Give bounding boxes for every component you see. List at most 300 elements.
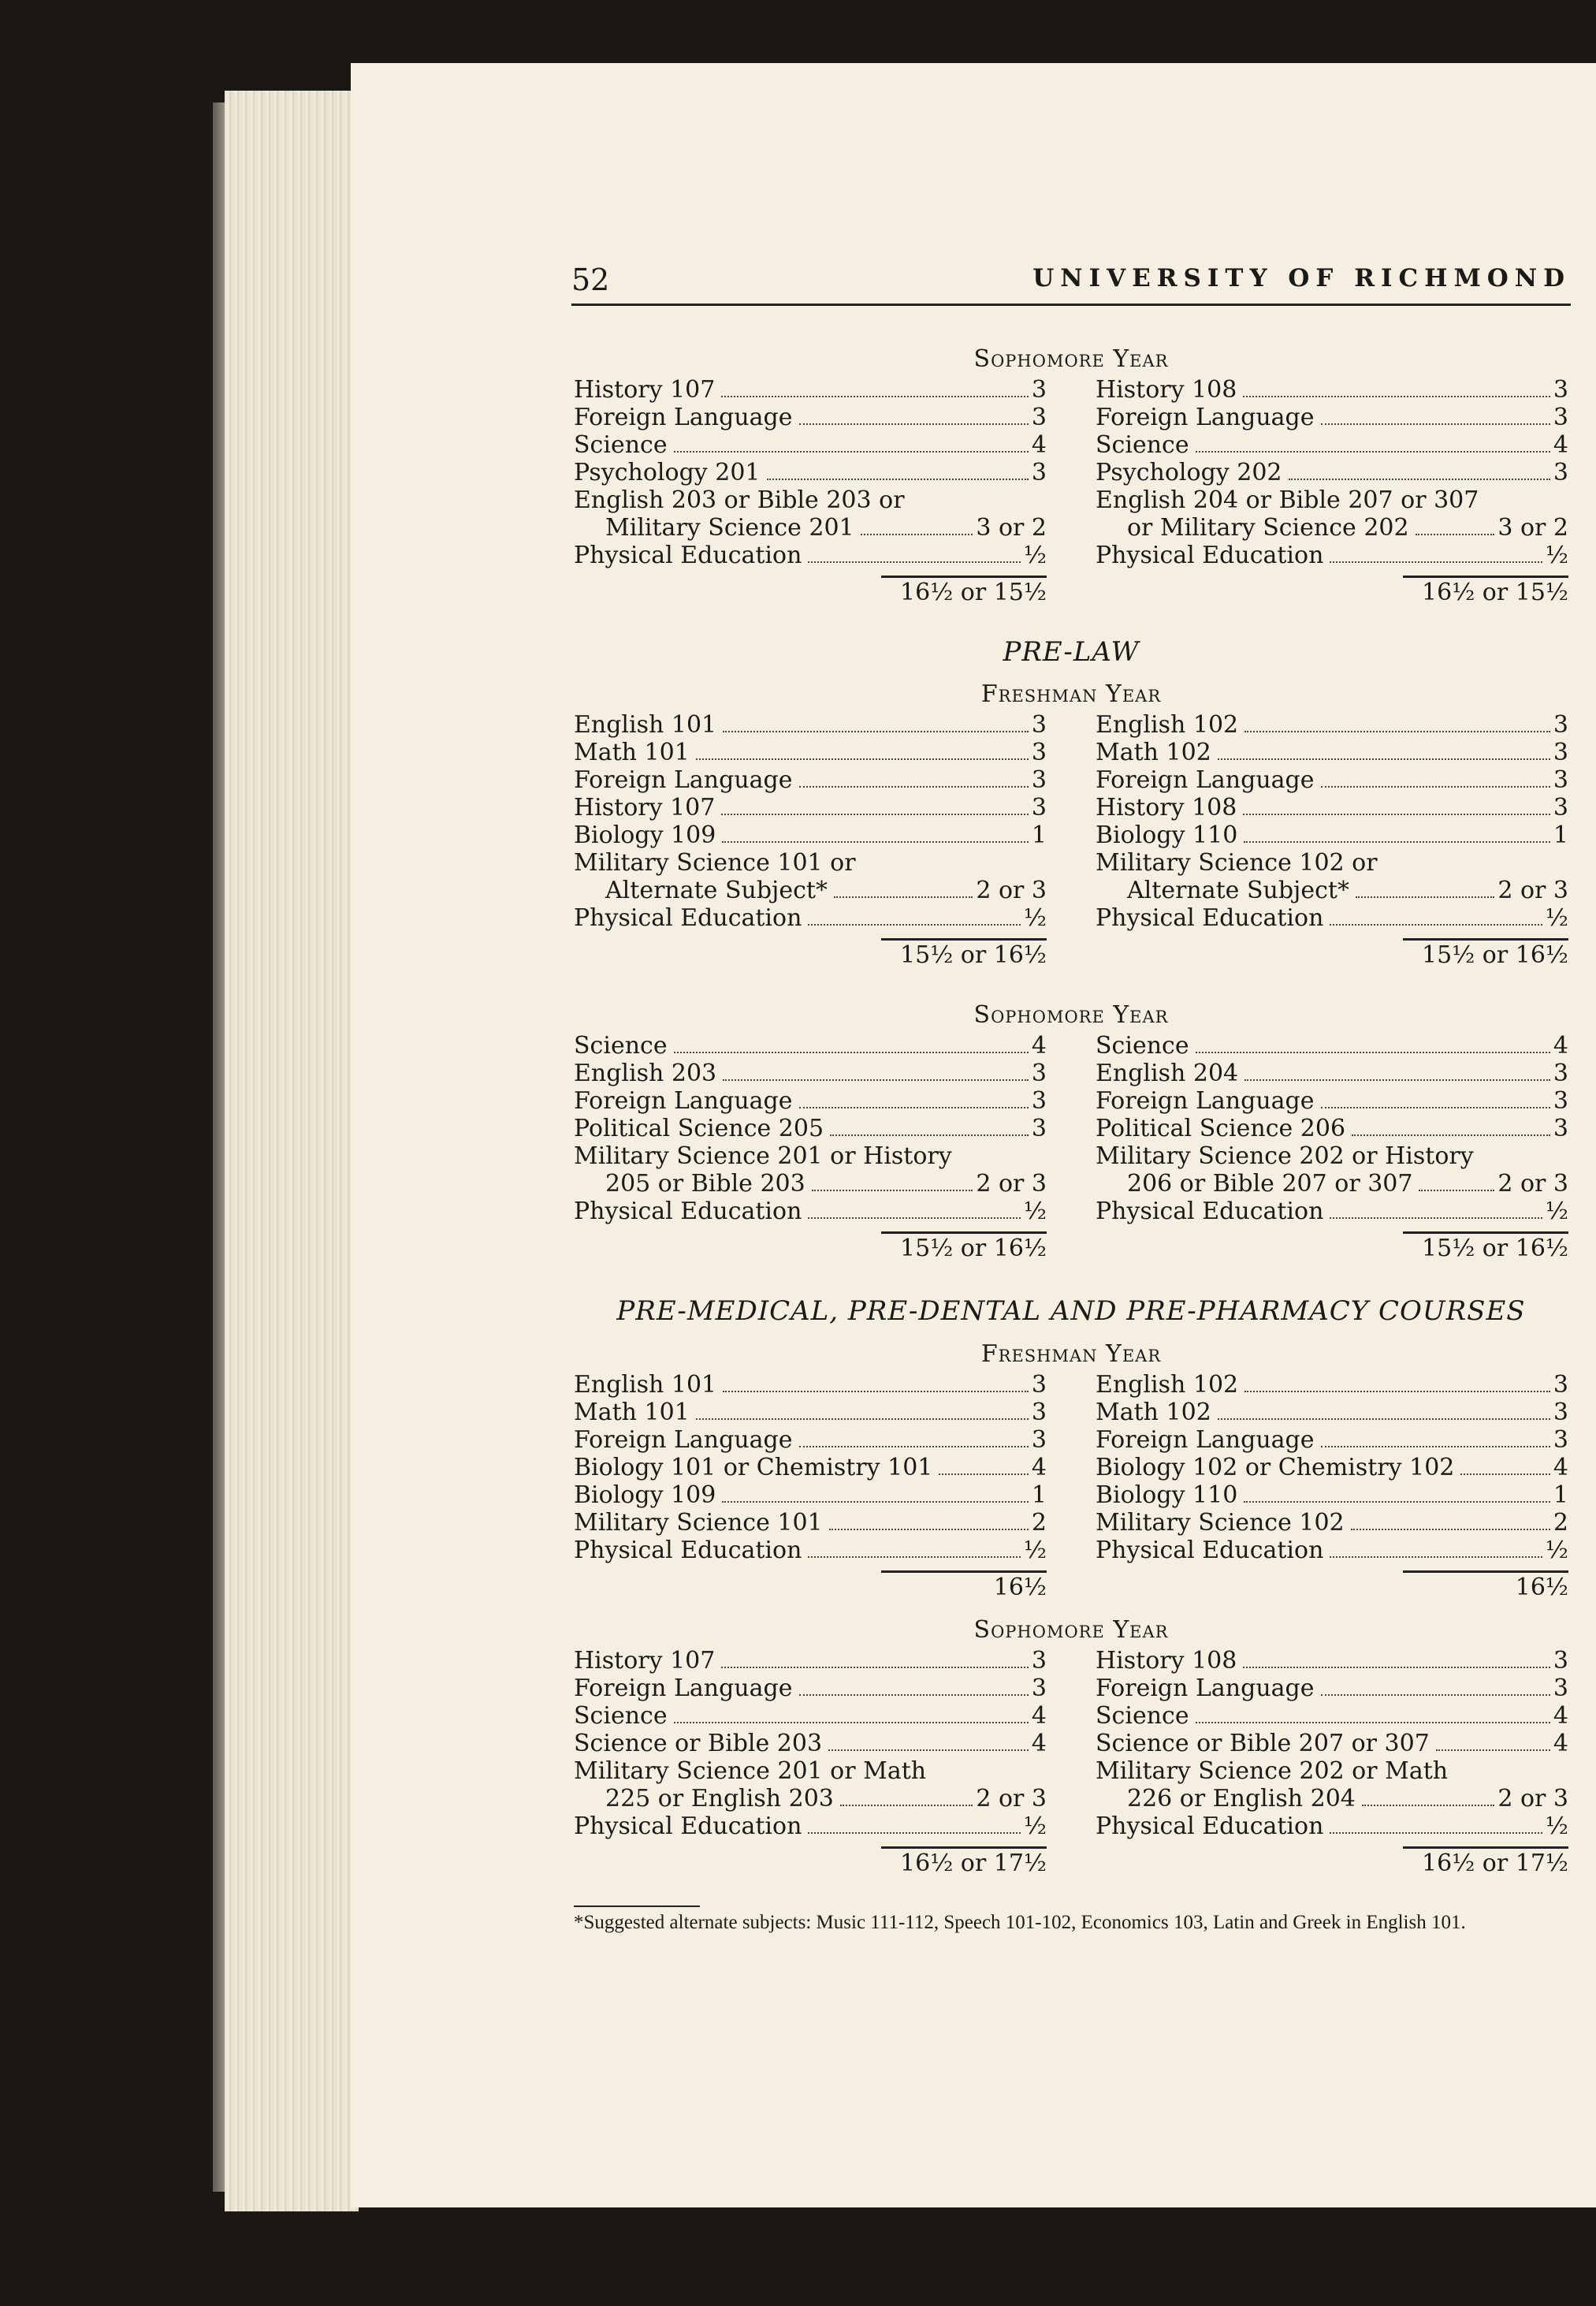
course-row [1096,877,1568,904]
dot-leader [723,1079,1029,1081]
section-title: PRE-MEDICAL, PRE-DENTAL AND PRE-PHARMACY COURSES [616,1295,1526,1327]
course-hours: 2 or 3 [1497,1785,1568,1812]
course-row [1096,821,1568,849]
course-hours: ½ [1545,1198,1568,1225]
dot-leader [834,896,973,898]
course-hours: 3 [1553,739,1568,766]
dot-leader [721,1667,1029,1668]
course-hours: 3 [1553,404,1568,431]
course-hours: 3 [1553,1675,1568,1702]
total-hours: 16½ or 17½ [1422,1850,1568,1877]
course-row [574,1702,1047,1730]
course-row [574,739,1047,766]
course-name: Math 101 [574,739,690,766]
dot-leader [722,1501,1029,1503]
year-title: Freshman Year [980,680,1162,708]
total-hours: 16½ [993,1574,1047,1601]
course-name: English 204 [1096,1060,1239,1087]
course-name: English 203 [574,1060,717,1087]
course-name: Biology 109 [574,821,716,849]
course-hours: 4 [1031,1702,1047,1730]
course-name: Foreign Language [574,1675,793,1702]
dot-leader [1460,1473,1550,1475]
course-row [1096,766,1568,794]
course-row [574,1785,1047,1812]
course-hours: ½ [1023,1812,1047,1840]
course-name: Math 102 [1096,1399,1211,1426]
course-row [1096,431,1568,459]
course-name: 205 or Bible 203 [605,1170,805,1198]
course-name: Biology 110 [1096,821,1238,849]
course-hours: 4 [1553,1032,1568,1060]
course-name: Foreign Language [574,404,793,431]
course-row [574,766,1047,794]
dot-leader [808,924,1021,926]
total-hours: 15½ or 16½ [900,1235,1047,1262]
course-hours: ½ [1545,542,1568,569]
course-name: Military Science 202 or Math [1096,1757,1449,1785]
course-row [574,376,1047,404]
dot-leader [808,1556,1021,1558]
course-column-left [574,1647,1047,1879]
course-row [574,1371,1047,1399]
footnote: *Suggested alternate subjects: Music 111-112, Speech 101-102, Economics 103, Latin and Greek in English 101. [574,1912,1466,1933]
course-row [1096,1170,1568,1198]
course-hours: 3 [1031,376,1047,404]
course-row [574,1060,1047,1087]
course-name: Psychology 202 [1096,459,1282,486]
course-name: Math 101 [574,1399,690,1426]
dot-leader [799,1446,1029,1447]
course-hours: 3 [1031,1675,1047,1702]
course-name: Physical Education [1096,1537,1324,1564]
course-row [1096,1087,1568,1115]
dot-leader [721,814,1029,815]
course-name: Foreign Language [1096,766,1315,794]
course-name: Science [574,1702,668,1730]
course-hours: 3 [1031,739,1047,766]
course-hours: 2 [1553,1509,1568,1537]
course-name: 206 or Bible 207 or 307 [1127,1170,1413,1198]
course-hours: 3 [1553,376,1568,404]
course-name: Physical Education [1096,904,1324,932]
course-hours: 3 or 2 [976,514,1047,542]
course-row [1096,1812,1568,1840]
course-name: Military Science 102 or [1096,849,1378,877]
course-name: Military Science 101 [574,1509,823,1537]
course-name: English 204 or Bible 207 or 307 [1096,486,1479,514]
book-page-edges [225,91,359,2211]
dot-leader [1243,814,1550,815]
course-row [574,1115,1047,1142]
course-row [574,1198,1047,1225]
course-row [1096,1702,1568,1730]
course-hours: 3 [1553,1399,1568,1426]
course-row [574,459,1047,486]
course-hours: 3 [1031,794,1047,821]
course-column-right [1096,1647,1568,1879]
total-hours: 15½ or 16½ [1422,941,1568,969]
dot-leader [1321,786,1550,788]
book-page [351,63,1596,2207]
dot-leader [799,423,1029,425]
dot-leader [1196,451,1550,453]
course-column-right [1096,1032,1568,1264]
course-hours: 3 [1553,459,1568,486]
course-row [1096,1785,1568,1812]
course-row [1096,1115,1568,1142]
course-row [574,431,1047,459]
dot-leader [674,1052,1029,1053]
course-row [574,711,1047,739]
course-row [1096,1730,1568,1757]
dot-leader [1321,423,1550,425]
total-hours: 15½ or 16½ [1422,1235,1568,1262]
course-hours: 3 [1553,1060,1568,1087]
course-hours: 2 or 3 [1497,1170,1568,1198]
dot-leader [808,561,1021,563]
dot-leader [830,1134,1029,1136]
course-name: History 108 [1096,1647,1237,1675]
course-hours: ½ [1023,542,1047,569]
course-name: Science [1096,431,1189,459]
course-name: 225 or English 203 [605,1785,834,1812]
course-row [574,904,1047,932]
course-name: Foreign Language [1096,1675,1315,1702]
course-name: Alternate Subject* [1127,877,1349,904]
dot-leader [828,1749,1029,1751]
course-hours: 1 [1031,1481,1047,1509]
course-row [1096,1509,1568,1537]
dot-leader [829,1529,1029,1530]
course-name: Alternate Subject* [605,877,828,904]
course-hours: 3 [1031,1647,1047,1675]
course-name: History 107 [574,1647,716,1675]
course-row [1096,404,1568,431]
course-name: Science [1096,1032,1189,1060]
course-name: Political Science 205 [574,1115,824,1142]
dot-leader [1243,1667,1550,1668]
footnote-rule [574,1906,700,1907]
dot-leader [1244,1391,1550,1392]
course-hours: ½ [1545,904,1568,932]
total-hours: 15½ or 16½ [900,941,1047,969]
course-hours: 4 [1553,431,1568,459]
course-column-right [1096,376,1568,608]
course-hours: 3 or 2 [1497,514,1568,542]
course-name: History 108 [1096,794,1237,821]
dot-leader [1244,731,1550,732]
course-row [574,1675,1047,1702]
course-name: Foreign Language [1096,404,1315,431]
dot-leader [1244,1079,1550,1081]
course-name: Foreign Language [574,766,793,794]
dot-leader [1436,1749,1550,1751]
dot-leader [799,786,1029,788]
course-row [574,1757,1047,1785]
course-row [1096,1142,1568,1170]
course-hours: 3 [1031,459,1047,486]
course-hours: 4 [1553,1702,1568,1730]
course-name: Physical Education [1096,542,1324,569]
course-column-left [574,376,1047,608]
course-row [1096,542,1568,569]
dot-leader [723,731,1029,732]
dot-leader [674,451,1029,453]
dot-leader [1416,534,1495,535]
dot-leader [767,479,1029,480]
course-name: Science [574,1032,668,1060]
course-row [1096,1198,1568,1225]
course-row [1096,1647,1568,1675]
course-hours: ½ [1023,1198,1047,1225]
course-name: Psychology 201 [574,459,761,486]
course-hours: 3 [1553,1647,1568,1675]
course-name: Physical Education [574,904,802,932]
course-hours: ½ [1023,904,1047,932]
course-row [574,1730,1047,1757]
dot-leader [808,1217,1021,1219]
course-row [574,1087,1047,1115]
course-hours: 4 [1553,1730,1568,1757]
course-row [1096,1426,1568,1454]
course-name: Military Science 201 [605,514,854,542]
course-hours: 1 [1553,1481,1568,1509]
course-hours: 2 or 3 [976,1785,1047,1812]
course-hours: 3 [1031,711,1047,739]
total-hours: 16½ or 15½ [900,579,1047,606]
course-name: Military Science 102 [1096,1509,1345,1537]
total-hours: 16½ or 15½ [1422,579,1568,606]
course-hours: 4 [1031,1730,1047,1757]
course-hours: ½ [1023,1537,1047,1564]
course-row [1096,1675,1568,1702]
course-name: History 107 [574,376,716,404]
dot-leader [1356,896,1494,898]
course-name: History 108 [1096,376,1237,404]
course-row [1096,376,1568,404]
course-name: Foreign Language [574,1087,793,1115]
course-row [574,486,1047,514]
course-row [574,794,1047,821]
course-row [1096,514,1568,542]
course-name: Physical Education [574,1198,802,1225]
course-name: Foreign Language [574,1426,793,1454]
course-name: Foreign Language [1096,1087,1315,1115]
course-name: English 203 or Bible 203 or [574,486,905,514]
course-hours: 2 or 3 [1497,877,1568,904]
course-column-left [574,1032,1047,1264]
dot-leader [722,841,1029,843]
page-number: 52 [571,263,610,297]
course-row [574,1426,1047,1454]
course-name: Biology 101 or Chemistry 101 [574,1454,933,1481]
course-name: Biology 110 [1096,1481,1238,1509]
course-row [574,1142,1047,1170]
course-name: Foreign Language [1096,1426,1315,1454]
course-hours: 3 [1031,1426,1047,1454]
course-name: Physical Education [574,542,802,569]
course-hours: 4 [1031,1454,1047,1481]
course-row [574,1399,1047,1426]
course-hours: 2 or 3 [976,877,1047,904]
course-row [1096,459,1568,486]
course-hours: 3 [1553,1426,1568,1454]
dot-leader [1196,1722,1550,1723]
course-name: Military Science 201 or Math [574,1757,927,1785]
course-hours: 3 [1553,711,1568,739]
course-hours: 3 [1553,1371,1568,1399]
course-row [1096,1032,1568,1060]
dot-leader [721,396,1029,397]
dot-leader [799,1107,1029,1108]
course-name: English 101 [574,1371,717,1399]
course-row [1096,1399,1568,1426]
course-row [1096,1454,1568,1481]
dot-leader [1321,1694,1550,1696]
dot-leader [1362,1805,1494,1806]
course-name: Military Science 101 or [574,849,856,877]
course-hours: 4 [1031,1032,1047,1060]
dot-leader [1321,1446,1550,1447]
course-hours: 3 [1031,1371,1047,1399]
course-column-right [1096,1371,1568,1603]
dot-leader [1218,758,1550,760]
course-row [1096,1371,1568,1399]
course-row [574,1454,1047,1481]
page-header [571,263,1571,306]
course-row [1096,1060,1568,1087]
total-hours: 16½ or 17½ [900,1850,1047,1877]
dot-leader [808,1832,1021,1834]
course-name: Biology 109 [574,1481,716,1509]
course-hours: 4 [1031,431,1047,459]
course-row [1096,1757,1568,1785]
dot-leader [674,1722,1029,1723]
dot-leader [1218,1418,1550,1420]
dot-leader [1244,1501,1550,1503]
course-row [574,514,1047,542]
course-row [574,542,1047,569]
section-title: PRE-LAW [1003,636,1140,668]
course-hours: 2 [1031,1509,1047,1537]
dot-leader [1330,561,1542,563]
year-title: Sophomore Year [973,345,1169,373]
course-row [574,1481,1047,1509]
course-name: Science or Bible 207 or 307 [1096,1730,1430,1757]
course-name: Military Science 201 or History [574,1142,952,1170]
course-name: Military Science 202 or History [1096,1142,1474,1170]
course-hours: 3 [1553,766,1568,794]
course-name: English 101 [574,711,717,739]
course-row [574,1509,1047,1537]
course-row [1096,904,1568,932]
course-hours: 3 [1553,794,1568,821]
course-row [574,1812,1047,1840]
course-hours: 3 [1031,1115,1047,1142]
course-row [574,1032,1047,1060]
course-hours: 3 [1553,1115,1568,1142]
course-name: Physical Education [1096,1812,1324,1840]
course-row [574,404,1047,431]
course-name: History 107 [574,794,716,821]
course-hours: 3 [1031,404,1047,431]
dot-leader [939,1473,1029,1475]
course-name: English 102 [1096,1371,1239,1399]
dot-leader [1352,1134,1550,1136]
total-hours: 16½ [1515,1574,1568,1601]
course-row [574,877,1047,904]
dot-leader [1330,924,1542,926]
course-column-right [1096,711,1568,970]
course-row [1096,1537,1568,1564]
dot-leader [812,1190,973,1191]
course-hours: 1 [1553,821,1568,849]
course-name: Math 102 [1096,739,1211,766]
course-name: Science [1096,1702,1189,1730]
course-column-left [574,711,1047,970]
course-name: English 102 [1096,711,1239,739]
course-hours: 2 or 3 [976,1170,1047,1198]
course-row [1096,711,1568,739]
course-name: 226 or English 204 [1127,1785,1356,1812]
dot-leader [1196,1052,1550,1053]
course-name: Science [574,431,668,459]
course-column-left [574,1371,1047,1603]
course-hours: 3 [1553,1087,1568,1115]
course-hours: 4 [1553,1454,1568,1481]
course-row [1096,849,1568,877]
course-hours: 1 [1031,821,1047,849]
dot-leader [1419,1190,1494,1191]
course-name: Physical Education [574,1537,802,1564]
dot-leader [1321,1107,1550,1108]
course-row [574,1170,1047,1198]
course-row [1096,486,1568,514]
year-title: Sophomore Year [973,1001,1169,1029]
course-hours: ½ [1545,1812,1568,1840]
course-row [574,1537,1047,1564]
course-row [574,821,1047,849]
course-hours: 3 [1031,766,1047,794]
dot-leader [696,1418,1029,1420]
course-name: Physical Education [574,1812,802,1840]
course-name: Biology 102 or Chemistry 102 [1096,1454,1455,1481]
course-row [574,1647,1047,1675]
year-title: Freshman Year [980,1340,1162,1368]
course-name: or Military Science 202 [1127,514,1409,542]
dot-leader [861,534,973,535]
dot-leader [1330,1556,1542,1558]
dot-leader [1289,479,1550,480]
course-hours: 3 [1031,1399,1047,1426]
course-row [1096,794,1568,821]
course-row [1096,1481,1568,1509]
course-hours: 3 [1031,1087,1047,1115]
course-row [574,849,1047,877]
course-hours: 3 [1031,1060,1047,1087]
course-hours: ½ [1545,1537,1568,1564]
dot-leader [1330,1217,1542,1219]
year-title: Sophomore Year [973,1616,1169,1644]
course-name: Physical Education [1096,1198,1324,1225]
dot-leader [1330,1832,1542,1834]
course-name: Political Science 206 [1096,1115,1346,1142]
dot-leader [1243,396,1550,397]
dot-leader [1244,841,1550,843]
course-row [1096,739,1568,766]
dot-leader [799,1694,1029,1696]
